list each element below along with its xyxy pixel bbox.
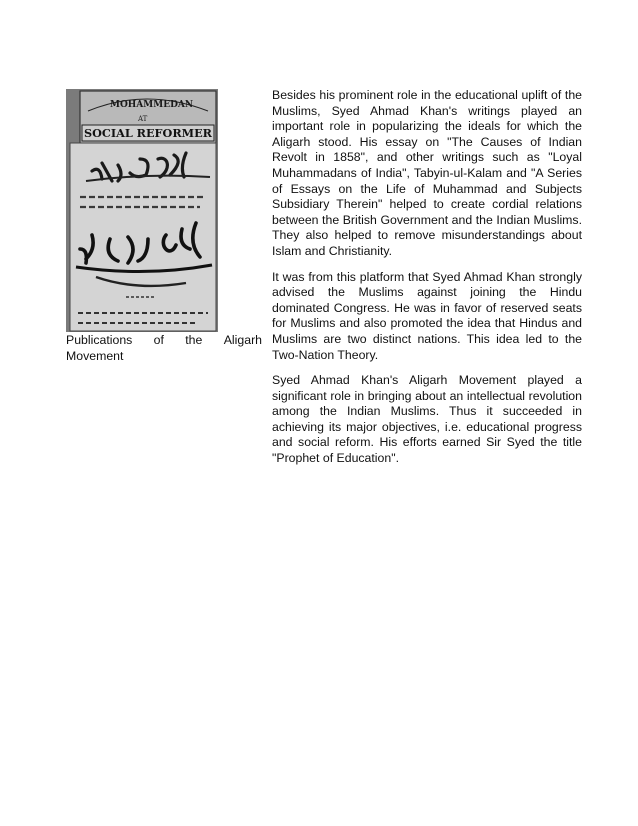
caption-word: Publications <box>66 333 133 347</box>
paragraph-writings: Besides his prominent role in the educational uplift of the Muslims, Syed Ahmad Khan's writings played an important role in popularizing the ideals for which the Aligarh stood. His essay on "The Causes of Indian Revolt in 1858", and other writings such as "Loyal Muhammadans of India", Tabyin-ul-Kalam and "A Series of Essays on the Life of Muhammad and Subjects Subsidiary Therein" helped to create cordial relations between the British Government and the Indian Muslims. They also helped to remove misunderstandings about Islam and Christianity. <box>272 88 582 258</box>
paragraph-movement: Syed Ahmad Khan's Aligarh Movement played a significant role in bringing about an intellectual revolution among the Indian Muslims. Thus it succeeded in achieving its major objectives, i.e. educational progress and social reform. His efforts earned Sir Syed the title "Prophet of Education". <box>272 373 582 466</box>
publications-figure <box>66 89 218 332</box>
paragraph-platform: It was from this platform that Syed Ahmad Khan strongly advised the Muslims against joining the Hindu dominated Congress. He was in favor of reserved seats for Muslims and also promoted the idea that Hindus and Muslims are two distinct nations. This idea led to the Two-Nation Theory. <box>272 269 582 362</box>
figure-caption <box>66 333 262 364</box>
caption-last-line: Movement <box>66 348 124 363</box>
svg-text:AT: AT <box>138 115 148 123</box>
masthead-title-text: SOCIAL REFORMER <box>84 126 213 140</box>
masthead-arch-text: MOHAMMEDAN <box>110 100 194 110</box>
caption-first-line <box>66 333 262 349</box>
body-text-column <box>272 88 582 477</box>
caption-word: Aligarh <box>223 333 262 347</box>
caption-word: of <box>153 333 164 347</box>
caption-word: the <box>185 333 203 347</box>
publications-image <box>66 89 218 332</box>
